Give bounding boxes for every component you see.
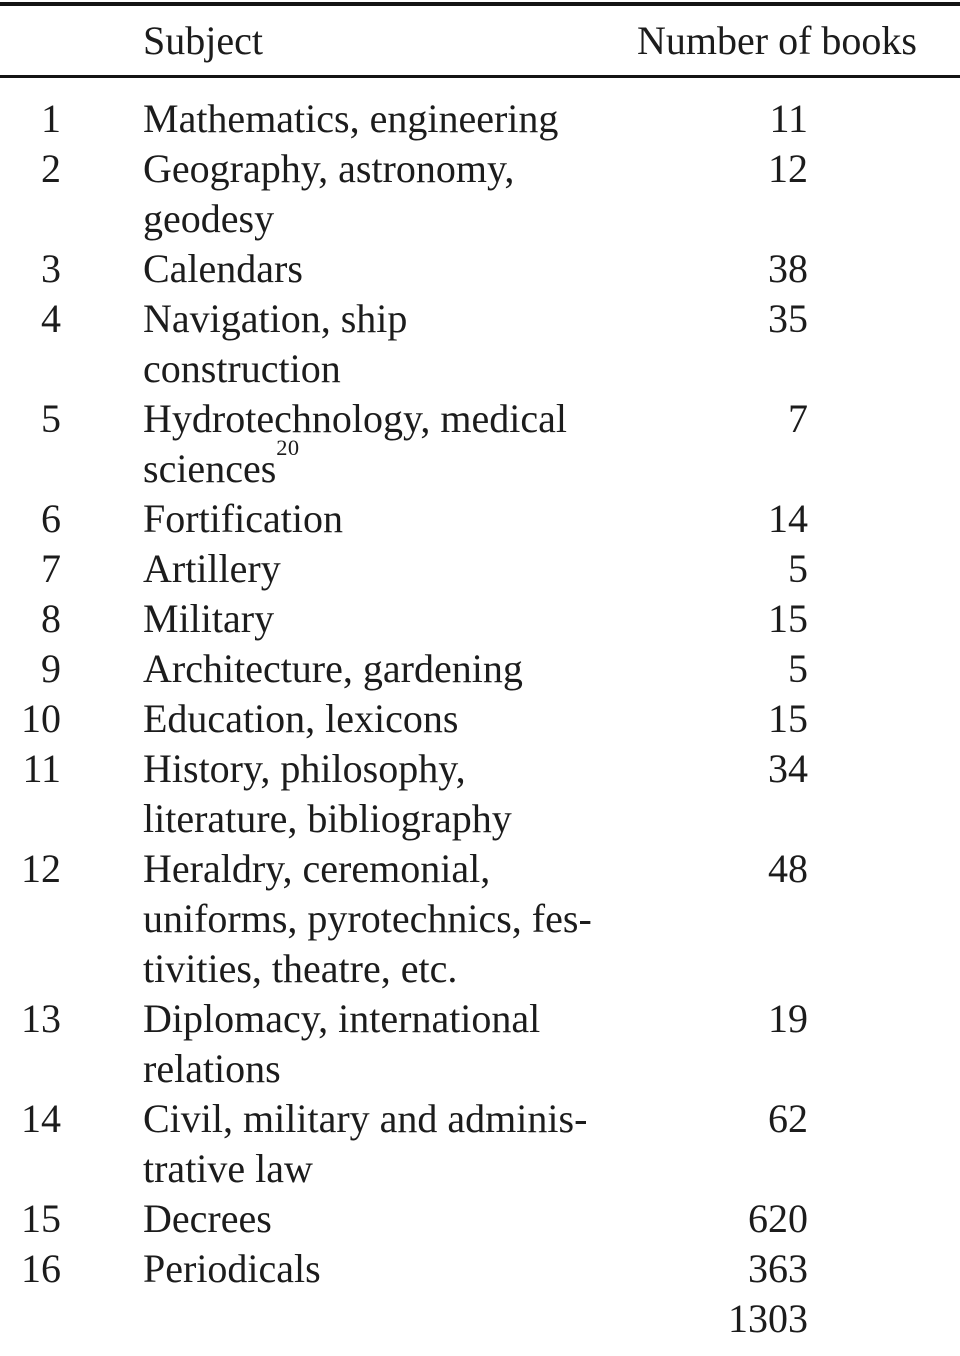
spacer-cell [808, 844, 960, 994]
row-index: 11 [22, 746, 61, 791]
row-index: 7 [41, 546, 61, 591]
spacer-cell [808, 594, 960, 644]
row-subject: Fortification [143, 496, 343, 541]
spacer-cell [808, 144, 960, 244]
row-book-count: 15 [768, 596, 808, 641]
row-subject: Architecture, gardening [143, 646, 523, 691]
row-index: 13 [21, 996, 61, 1041]
spacer-cell [808, 744, 960, 844]
row-index: 15 [21, 1196, 61, 1241]
spacer-cell [808, 1094, 960, 1194]
row-book-count: 12 [768, 146, 808, 191]
row-index: 9 [41, 646, 61, 691]
row-book-count: 363 [748, 1246, 808, 1291]
row-index: 5 [41, 396, 61, 441]
row-subject: Education, lexicons [143, 696, 459, 741]
column-header-books: Number of books [637, 18, 917, 63]
row-subject: Military [143, 596, 275, 641]
table-row [0, 1244, 960, 1294]
table-row [0, 694, 960, 744]
row-subject: Mathematics, engineering [143, 96, 559, 141]
row-book-count: 620 [748, 1196, 808, 1241]
table-row [0, 494, 960, 544]
row-subject: Heraldry, ceremonial, uniforms, pyrotechnics, fes- tivities, theatre, etc. [143, 846, 592, 991]
row-subject: Civil, military and adminis- trative law [143, 1096, 588, 1191]
row-book-count: 34 [768, 746, 808, 791]
total-row-subject-cell [61, 1294, 637, 1344]
subjects-table [0, 2, 960, 1344]
row-subject: Geography, astronomy, geodesy [143, 146, 515, 241]
spacer-cell [808, 994, 960, 1094]
spacer-cell [808, 1294, 960, 1344]
table-row [0, 294, 960, 394]
row-book-count: 48 [768, 846, 808, 891]
table-row [0, 77, 960, 145]
row-index: 4 [41, 296, 61, 341]
spacer-cell [808, 494, 960, 544]
row-index: 1 [41, 96, 61, 141]
row-book-count: 11 [769, 96, 808, 141]
table-row [0, 644, 960, 694]
spacer-cell [808, 1244, 960, 1294]
table-body [0, 77, 960, 1345]
table-row [0, 594, 960, 644]
row-subject: Navigation, ship construction [143, 296, 408, 391]
row-book-count: 19 [768, 996, 808, 1041]
row-subject: History, philosophy, literature, bibliography [143, 746, 512, 841]
row-subject: Calendars [143, 246, 303, 291]
table-row [0, 1094, 960, 1194]
row-subject: Periodicals [143, 1246, 321, 1291]
row-book-count: 38 [768, 246, 808, 291]
spacer-cell [808, 394, 960, 494]
row-subject: Artillery [143, 546, 281, 591]
table-row [0, 244, 960, 294]
column-header-index [0, 4, 61, 77]
table-row [0, 994, 960, 1094]
row-subject: Diplomacy, international relations [143, 996, 541, 1091]
spacer-cell [808, 1194, 960, 1244]
row-book-count: 62 [768, 1096, 808, 1141]
row-subject: Hydrotechnology, medical sciences$^{20}$ [143, 396, 567, 491]
row-index: 3 [41, 246, 61, 291]
table-row [0, 544, 960, 594]
row-book-count: 14 [768, 496, 808, 541]
row-book-count: 35 [768, 296, 808, 341]
row-index: 14 [21, 1096, 61, 1141]
total-books-value: 1303 [728, 1296, 808, 1341]
row-index: 10 [21, 696, 61, 741]
footnote-marker: 20 [276, 435, 300, 461]
row-index: 8 [41, 596, 61, 641]
total-row [0, 1294, 960, 1344]
row-subject: Decrees [143, 1196, 272, 1241]
row-index: 16 [21, 1246, 61, 1291]
row-book-count: 5 [788, 646, 808, 691]
spacer-cell [808, 544, 960, 594]
total-row-index-cell [0, 1294, 61, 1344]
table-row [0, 1194, 960, 1244]
table-header [0, 4, 960, 77]
table-row [0, 144, 960, 244]
spacer-cell [808, 77, 960, 145]
table-row [0, 394, 960, 494]
spacer-cell [808, 244, 960, 294]
spacer-cell [808, 644, 960, 694]
table-header-row [0, 4, 960, 77]
table-row [0, 844, 960, 994]
row-index: 2 [41, 146, 61, 191]
column-header-subject: Subject [143, 18, 263, 63]
spacer-cell [808, 694, 960, 744]
row-book-count: 7 [788, 396, 808, 441]
spacer-cell [808, 294, 960, 394]
table-row [0, 744, 960, 844]
row-index: 12 [21, 846, 61, 891]
row-book-count: 5 [788, 546, 808, 591]
row-book-count: 15 [768, 696, 808, 741]
row-index: 6 [41, 496, 61, 541]
